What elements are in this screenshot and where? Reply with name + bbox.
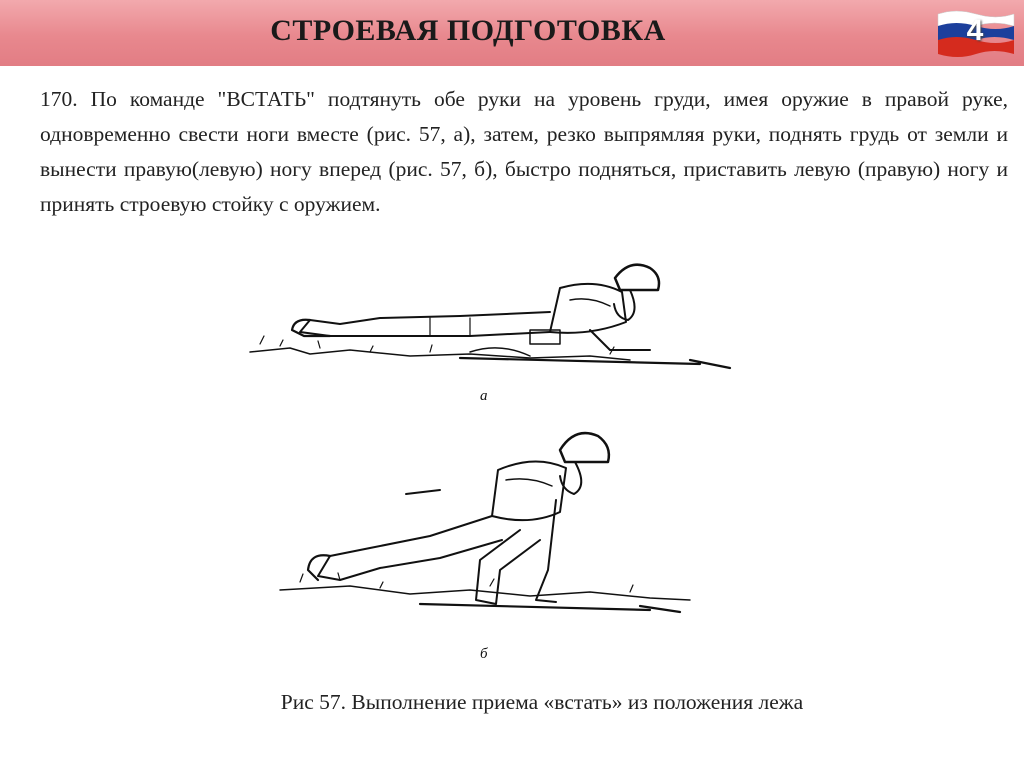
figure-b-rising-soldier xyxy=(280,433,690,612)
body-paragraph: 170. По команде "ВСТАТЬ" подтянуть обе руки на уровень груди, имея оружие в правой руке, одновременно свести ноги вместе (рис. 57, а), затем, резко выпрямляя руки, поднять грудь от земли и вынести правую(левую) ногу вперед (рис. 57, б), быстро подняться, приставить левую (правую) ногу и принять строевую стойку с оружием. xyxy=(40,87,1008,216)
header-bar xyxy=(0,0,1024,66)
page-title: СТРОЕВАЯ ПОДГОТОВКА xyxy=(270,14,666,47)
figure-caption: Рис 57. Выполнение приема «встать» из положения лежа xyxy=(280,690,804,714)
slide-number: 4 xyxy=(966,14,984,47)
figure-a-prone-soldier xyxy=(250,265,730,368)
soldier-illustration xyxy=(230,240,790,680)
figure-a-label: а xyxy=(480,388,488,404)
figure-b-label: б xyxy=(480,646,488,662)
